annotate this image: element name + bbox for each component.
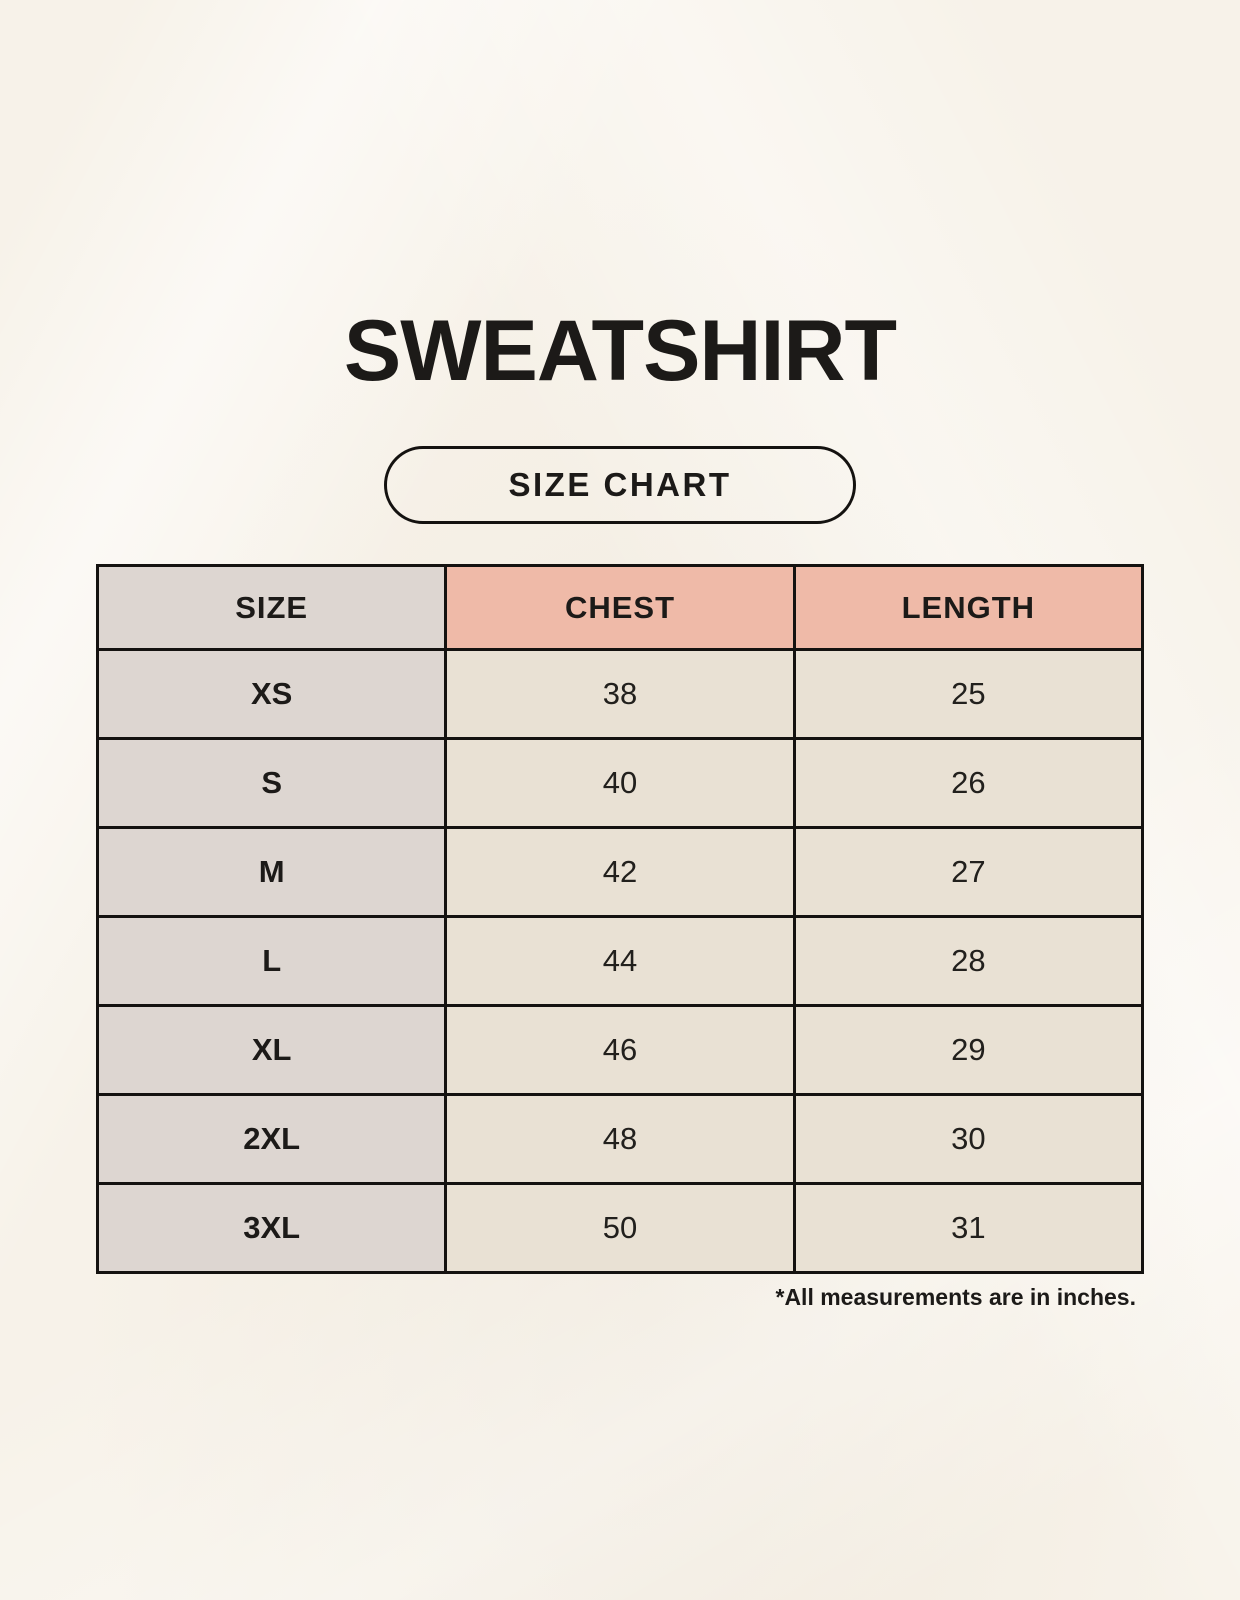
table-row — [98, 828, 1143, 917]
table-row — [98, 650, 1143, 739]
size-label-cell: L — [98, 917, 446, 1006]
chest-value-cell: 42 — [446, 828, 794, 917]
chest-value-cell: 50 — [446, 1184, 794, 1273]
length-value-cell: 25 — [794, 650, 1142, 739]
table-row — [98, 917, 1143, 1006]
chest-value-cell: 40 — [446, 739, 794, 828]
chest-value-cell: 46 — [446, 1006, 794, 1095]
length-value-cell: 28 — [794, 917, 1142, 1006]
measurements-footnote: *All measurements are in inches. — [775, 1284, 1136, 1310]
page-title: SWEATSHIRT — [343, 303, 897, 399]
length-value-cell: 29 — [794, 1006, 1142, 1095]
length-value-cell: 30 — [794, 1095, 1142, 1184]
size-label-cell: S — [98, 739, 446, 828]
chest-value-cell: 38 — [446, 650, 794, 739]
size-label-cell: M — [98, 828, 446, 917]
size-label-cell: 3XL — [98, 1184, 446, 1273]
size-label-cell: XL — [98, 1006, 446, 1095]
size-label-cell: XS — [98, 650, 446, 739]
length-value-cell: 26 — [794, 739, 1142, 828]
chest-value-cell: 48 — [446, 1095, 794, 1184]
table-row — [98, 1184, 1143, 1273]
size-chart-badge — [384, 446, 856, 524]
column-header-chest: CHEST — [446, 566, 794, 650]
table-row — [98, 739, 1143, 828]
table-header-row — [98, 566, 1143, 650]
column-header-size: SIZE — [98, 566, 446, 650]
table-row — [98, 1006, 1143, 1095]
table-row — [98, 1095, 1143, 1184]
size-chart-badge-label: SIZE CHART — [508, 466, 732, 503]
size-table — [96, 564, 1144, 1274]
length-value-cell: 31 — [794, 1184, 1142, 1273]
chest-value-cell: 44 — [446, 917, 794, 1006]
size-table-body — [98, 650, 1143, 1273]
column-header-length: LENGTH — [794, 566, 1142, 650]
size-table-container — [96, 564, 1144, 1274]
size-label-cell: 2XL — [98, 1095, 446, 1184]
length-value-cell: 27 — [794, 828, 1142, 917]
